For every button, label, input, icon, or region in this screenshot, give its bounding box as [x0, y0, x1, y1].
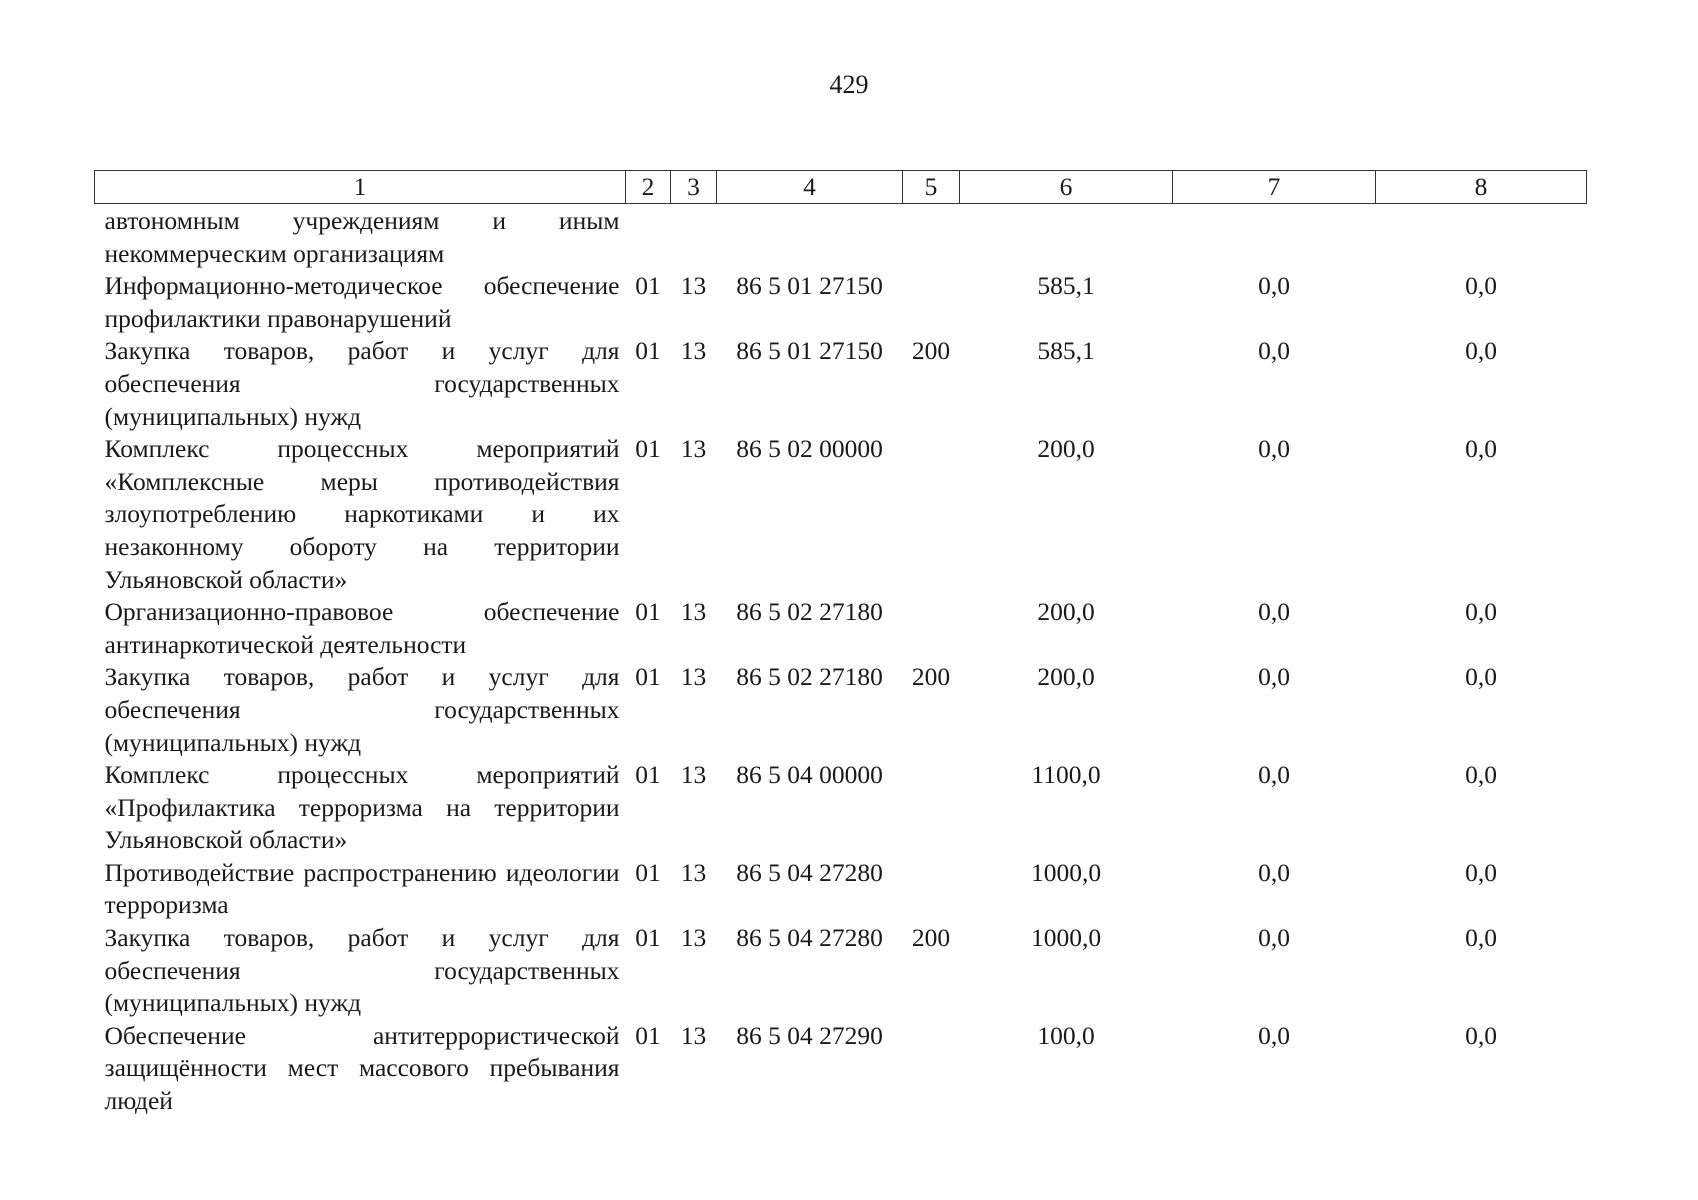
row-target-article: 86 5 02 27180: [736, 597, 883, 627]
table-row: [95, 1020, 1587, 1118]
column-header-4: 4: [717, 171, 903, 204]
row-amount-3: 0,0: [1465, 597, 1497, 627]
row-subsection: 13: [680, 760, 707, 790]
row-section: 01: [635, 1020, 661, 1050]
table-row: [95, 596, 1587, 661]
row-name: Закупка товаров, работ и услуг для обеспечения государственных (муниципальных) нужд: [104, 923, 620, 1018]
row-section: [626, 204, 671, 271]
row-amount-2: 0,0: [1258, 923, 1290, 953]
column-header-1: 1: [95, 171, 626, 204]
row-amount-3: 0,0: [1465, 857, 1497, 887]
row-amount-2: 0,0: [1258, 760, 1290, 790]
row-amount-2: 0,0: [1258, 662, 1290, 692]
row-target-article: 86 5 04 00000: [736, 760, 883, 790]
row-amount-3: 0,0: [1465, 662, 1497, 692]
row-target-article: 86 5 01 27150: [736, 336, 883, 366]
row-amount-2: 0,0: [1258, 597, 1290, 627]
row-expense-type: [903, 1020, 960, 1118]
row-section: 01: [635, 923, 661, 953]
table-row: [95, 433, 1587, 596]
row-subsection: [671, 204, 717, 271]
row-amount-1: 200,0: [1037, 662, 1095, 692]
row-amount-1: 200,0: [1037, 597, 1095, 627]
header-row: [95, 171, 1587, 204]
row-amount-1: [960, 204, 1173, 271]
row-section: 01: [635, 336, 661, 366]
row-section: 01: [635, 434, 661, 464]
table-body: [95, 204, 1587, 1118]
table-row: [95, 922, 1587, 1020]
row-expense-type: [903, 596, 960, 661]
row-target-article: 86 5 04 27280: [736, 923, 883, 953]
row-amount-2: [1173, 204, 1376, 271]
row-amount-3: 0,0: [1465, 271, 1497, 301]
row-amount-3: 0,0: [1465, 336, 1497, 366]
row-subsection: 13: [680, 857, 707, 887]
row-name: Комплекс процессных мероприятий «Профилактика терроризма на территории Ульяновской области»: [104, 760, 620, 855]
row-section: 01: [635, 662, 661, 692]
table-row: [95, 857, 1587, 922]
row-expense-type: 200: [911, 662, 951, 692]
row-section: 01: [635, 597, 661, 627]
row-expense-type: [903, 433, 960, 596]
row-subsection: 13: [680, 597, 707, 627]
row-name: Закупка товаров, работ и услуг для обеспечения государственных (муниципальных) нужд: [104, 662, 620, 757]
row-section: 01: [635, 760, 661, 790]
row-amount-2: 0,0: [1258, 434, 1290, 464]
budget-table: [94, 170, 1587, 1118]
row-amount-1: 100,0: [1037, 1020, 1095, 1050]
table-row: [95, 270, 1587, 335]
row-subsection: 13: [680, 434, 707, 464]
row-name: Обеспечение антитеррористической защищённости мест массового пребывания людей: [104, 1020, 620, 1116]
row-section: 01: [635, 857, 661, 887]
row-amount-3: 0,0: [1465, 1020, 1497, 1050]
row-expense-type: 200: [911, 923, 951, 953]
row-name: Закупка товаров, работ и услуг для обеспечения государственных (муниципальных) нужд: [104, 336, 620, 431]
column-header-6: 6: [960, 171, 1173, 204]
row-expense-type: [903, 204, 960, 271]
table-row: [95, 335, 1587, 433]
row-name: Противодействие распространению идеологии терроризма: [104, 857, 620, 920]
column-header-5: 5: [903, 171, 960, 204]
row-target-article: 86 5 02 00000: [736, 434, 883, 464]
row-subsection: 13: [680, 662, 707, 692]
table-header: [95, 171, 1587, 204]
row-amount-1: 585,1: [1037, 336, 1095, 366]
row-subsection: 13: [680, 271, 707, 301]
row-name: Информационно-методическое обеспечение профилактики правонарушений: [104, 271, 620, 333]
row-amount-2: 0,0: [1258, 271, 1290, 301]
row-target-article: 86 5 04 27290: [736, 1020, 883, 1050]
column-header-3: 3: [671, 171, 717, 204]
row-name: автономным учреждениям и иным некоммерческим организациям: [104, 206, 620, 268]
row-target-article: 86 5 01 27150: [736, 271, 883, 301]
table-row: [95, 204, 1587, 271]
row-target-article: [717, 204, 903, 271]
column-header-7: 7: [1173, 171, 1376, 204]
row-section: 01: [635, 271, 661, 301]
row-amount-3: [1376, 204, 1587, 271]
row-target-article: 86 5 02 27180: [736, 662, 883, 692]
row-amount-2: 0,0: [1258, 857, 1290, 887]
row-amount-3: 0,0: [1465, 434, 1497, 464]
row-amount-3: 0,0: [1465, 760, 1497, 790]
row-target-article: 86 5 04 27280: [736, 857, 883, 887]
budget-table-container: [94, 170, 1586, 1118]
row-expense-type: [903, 857, 960, 922]
row-expense-type: [903, 759, 960, 857]
row-amount-1: 1100,0: [1031, 760, 1101, 790]
row-subsection: 13: [680, 923, 707, 953]
row-amount-1: 200,0: [1037, 434, 1095, 464]
row-name: Комплекс процессных мероприятий «Комплексные меры противодействия злоупотреблению наркотиками и их незаконному обороту на территории Ульяновской области»: [104, 434, 620, 594]
row-amount-1: 1000,0: [1030, 857, 1102, 887]
row-subsection: 13: [680, 1020, 707, 1050]
table-row: [95, 661, 1587, 759]
row-amount-1: 585,1: [1037, 271, 1095, 301]
page-number: 429: [829, 70, 869, 99]
column-header-8: 8: [1376, 171, 1587, 204]
row-amount-2: 0,0: [1258, 1020, 1290, 1050]
row-expense-type: [903, 270, 960, 335]
row-expense-type: 200: [911, 336, 951, 366]
row-amount-3: 0,0: [1465, 923, 1497, 953]
column-header-2: 2: [626, 171, 671, 204]
row-name: Организационно-правовое обеспечение антинаркотической деятельности: [104, 597, 620, 659]
table-row: [95, 759, 1587, 857]
row-amount-1: 1000,0: [1030, 923, 1102, 953]
row-amount-2: 0,0: [1258, 336, 1290, 366]
row-subsection: 13: [680, 336, 707, 366]
